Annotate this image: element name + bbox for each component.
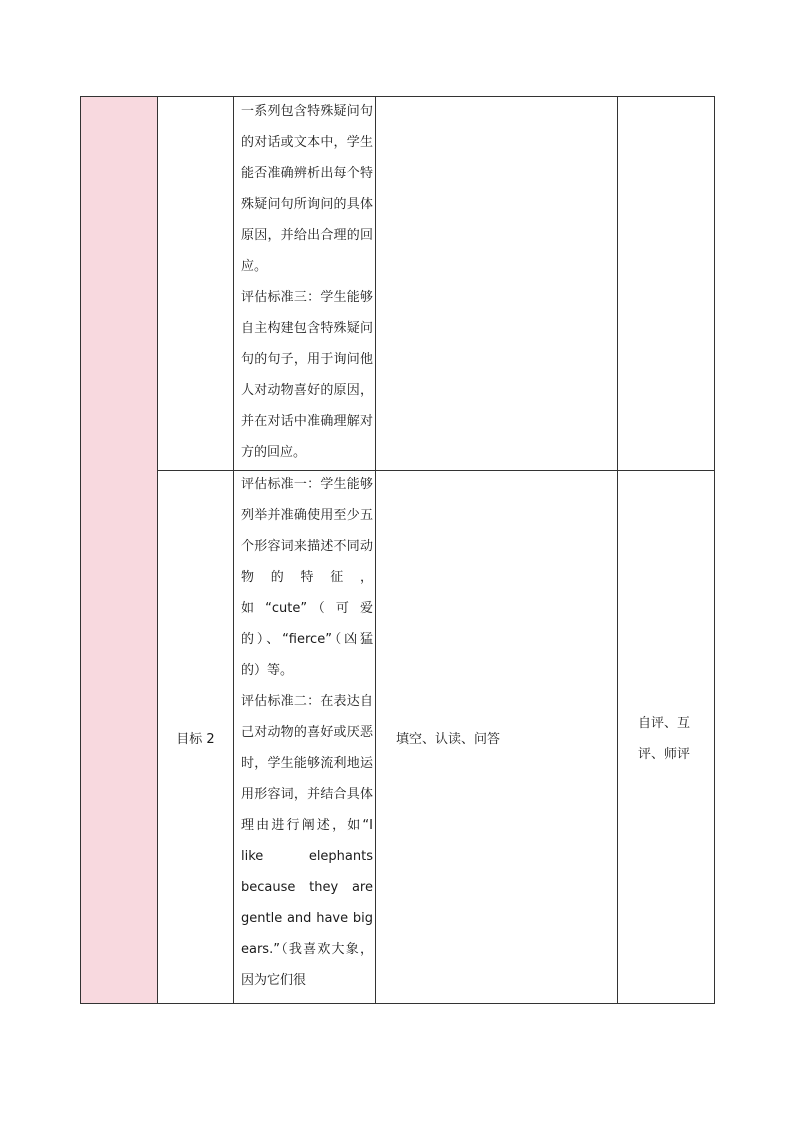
method-cell bbox=[376, 97, 618, 471]
stage-cell bbox=[81, 97, 158, 1004]
criteria-cell bbox=[234, 97, 376, 471]
criteria-paragraph: 一系列包含特殊疑问句的对话或文本中，学生能否准确辨析出每个特殊疑问句所询问的具体原因，并给出合理的回应。 bbox=[241, 104, 373, 274]
method-label: 填空、认读、问答 bbox=[396, 731, 501, 747]
evaluation-cell bbox=[618, 97, 715, 471]
criteria-paragraph: 评估标准三：学生能够自主构建包含特殊疑问句的句子，用于询问他人对动物喜好的原因，并在对话中准确理解对方的回应。 bbox=[241, 290, 373, 460]
method-cell bbox=[376, 471, 618, 1004]
table-row bbox=[81, 471, 715, 1004]
criteria-paragraph: 评估标准二：在表达自己对动物的喜好或厌恶时，学生能够流利地运用形容词，并结合具体理由进行阐述，如“I like elephants because they are gentle and have big ears.”（我喜欢大象，因为它们很 bbox=[241, 694, 373, 988]
goal-cell bbox=[158, 471, 234, 1004]
goal-cell bbox=[158, 97, 234, 471]
criteria-paragraph: 评估标准一：学生能够列举并准确使用至少五个形容词来描述不同动物的特征，如“cute”（可爱的）、“fierce”（凶猛的）等。 bbox=[241, 477, 373, 678]
assessment-table bbox=[80, 96, 715, 1004]
evaluation-label: 自评、互评、师评 bbox=[638, 716, 691, 762]
goal-label: 目标 2 bbox=[176, 731, 215, 747]
criteria-text bbox=[234, 96, 375, 468]
criteria-cell bbox=[234, 471, 376, 1004]
table-row bbox=[81, 97, 715, 471]
evaluation-label bbox=[618, 282, 714, 286]
evaluation-cell bbox=[618, 471, 715, 1004]
criteria-text bbox=[234, 469, 375, 996]
